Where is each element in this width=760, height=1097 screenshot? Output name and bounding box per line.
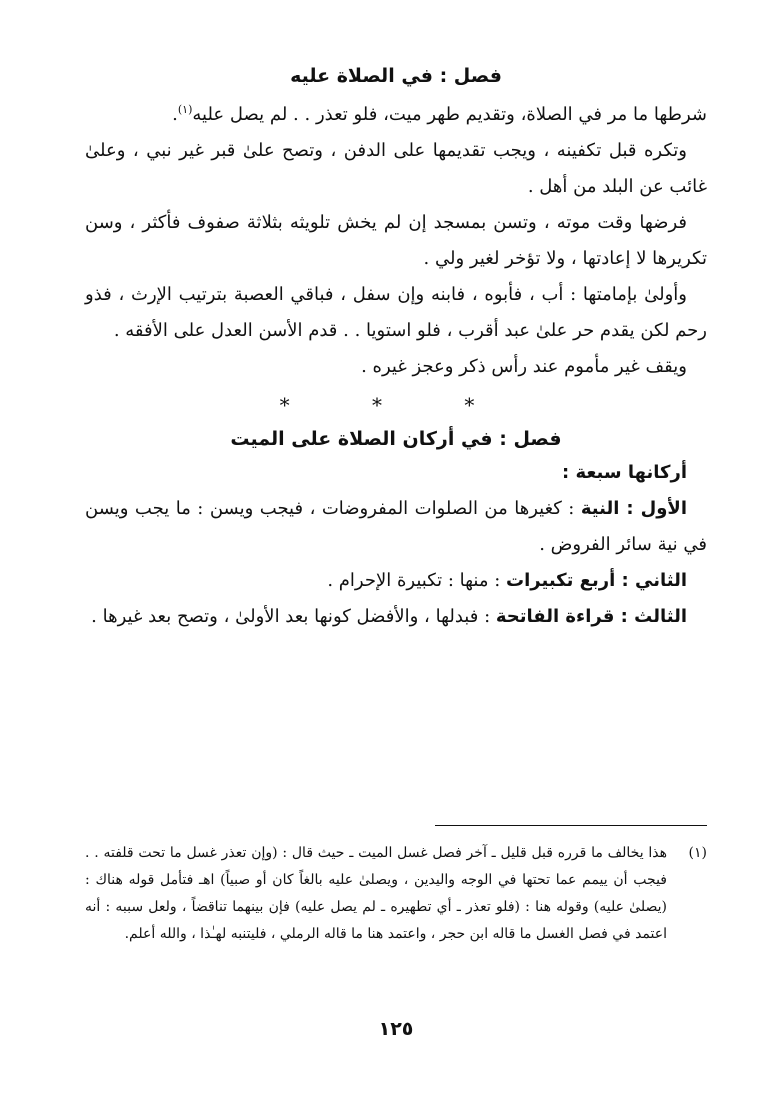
paragraph-conditions-text: شرطها ما مر في الصلاة، وتقديم طهر ميت، فلو تعذر . . لم يصل عليه [192,104,707,125]
paragraph-obligation: فرضها وقت موته ، وتسن بمسجد إن لم يخش تلويثه بثلاثة صفوف فأكثر ، وسن تكريرها لا إعادتها ، ولا تؤخر لغير ولي . [85,212,707,269]
pillars-intro: أركانها سبعة : [561,462,687,483]
footnote [85,840,707,948]
pillar-item-3 [85,599,707,635]
pillar-2-label: الثاني : أربع تكبيرات [506,570,687,591]
section-separator: * * * [279,393,513,417]
pillar-2-text: : منها : تكبيرة الإحرام . [327,570,501,591]
paragraph-conditions [85,92,707,133]
footnote-text: هذا يخالف ما قرره قبل قليل ـ آخر فصل غسل الميت ـ حيث قال : (وإن تعذر غسل ما تحت قلفته . . فيجب أن ييمم عما تحتها في الوجه واليدين ، ويصلىٰ عليه بالغاً كان أو صبياً) اهـ فتأمل قوله هناك : (يصلىٰ عليه) وقوله هنا : (فلو تعذر ـ أي تطهيره ـ لم يصل عليه) فإن بينهما تناقضاً ، ولعل سببه : أنه اعتمد في فصل الغسل ما قاله ابن حجر ، واعتمد هنا ما قاله الرملي ، فليتنبه لهـٰذا ، والله أعلم. [85,845,667,942]
paragraph-standing: ويقف غير مأموم عند رأس ذكر وعجز غيره . [361,356,687,377]
section-heading-prayer: فصل : في الصلاة عليه [290,65,502,87]
pillar-1-label: الأول : النية [580,498,687,519]
pillar-1-text: : كغيرها من الصلوات المفروضات ، فيجب ويسن : ما يجب ويسن في نية سائر الفروض . [85,498,707,555]
paragraph-imamate: وأولىٰ بإمامتها : أب ، فأبوه ، فابنه وإن سفل ، فباقي العصبة بترتيب الإرث ، فذو رحم لكن يقدم حر علىٰ عبد أقرب ، فلو استويا . . قدم الأسن العدل على الأفقه . [85,284,707,341]
pillar-item-1 [85,491,707,563]
page-number: ١٢٥ [378,1018,414,1040]
page-body [85,60,707,1060]
section-heading-pillars: فصل : في أركان الصلاة على الميت [230,428,562,450]
pillar-3-text: : فبدلها ، والأفضل كونها بعد الأولىٰ ، وتصح بعد غيرها . [91,606,491,627]
paragraph-makruh: وتكره قبل تكفينه ، ويجب تقديمها على الدفن ، وتصح علىٰ قبر غير نبي ، وعلىٰ غائب عن البلد من أهل . [85,140,707,197]
footnote-marker[interactable]: (١) [177,103,193,116]
footnote-number: (١) [688,845,707,861]
footnote-divider [435,825,707,826]
pillar-3-label: الثالث : قراءة الفاتحة [495,606,687,627]
pillar-item-2 [85,563,707,599]
paragraph-conditions-end: . [172,104,178,125]
